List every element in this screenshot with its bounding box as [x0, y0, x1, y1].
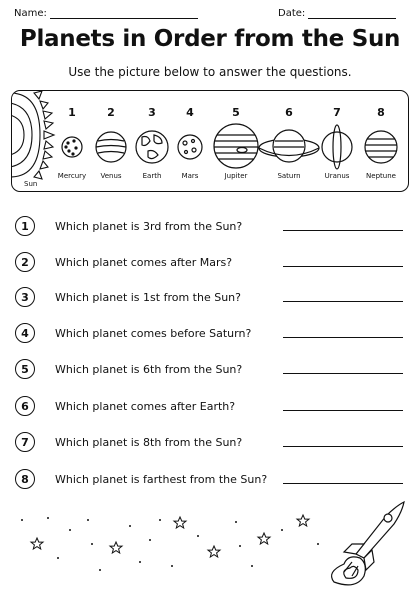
jupiter-icon [214, 124, 258, 168]
answer-line[interactable] [283, 446, 403, 447]
planet-number: 4 [186, 106, 194, 119]
star-icon [31, 538, 43, 549]
question-text: Which planet comes after Mars? [55, 255, 233, 269]
earth-icon [136, 131, 168, 163]
planet-name: Mercury [57, 172, 87, 180]
question-row [15, 430, 407, 454]
planet-number: 7 [333, 106, 341, 119]
planet-name: Neptune [366, 172, 396, 180]
planets-panel [11, 90, 409, 192]
page-title: Planets in Order from the Sun [19, 26, 401, 52]
date-label: Date: [278, 8, 306, 19]
name-line[interactable] [50, 8, 198, 19]
date-field[interactable] [278, 8, 396, 19]
question-number: 1 [15, 216, 35, 236]
question-row [15, 321, 407, 345]
question-text: Which planet is 3rd from the Sun? [55, 219, 243, 233]
mars-icon [178, 135, 202, 159]
star-icon [110, 542, 122, 553]
space-decoration [0, 496, 420, 594]
planet-name: Uranus [324, 172, 350, 180]
neptune-icon [365, 131, 397, 163]
question-row [15, 285, 407, 309]
planet-number: 6 [285, 106, 293, 119]
question-number: 6 [15, 396, 35, 416]
rocket-icon [332, 502, 404, 585]
answer-line[interactable] [283, 483, 403, 484]
question-number: 4 [15, 323, 35, 343]
saturn-icon [259, 130, 319, 162]
venus-icon [96, 132, 126, 162]
planet-name: Venus [100, 172, 122, 180]
planet-name: Jupiter [224, 172, 248, 180]
date-line[interactable] [308, 8, 396, 19]
question-number: 3 [15, 287, 35, 307]
star-icon [174, 517, 186, 528]
question-row [15, 357, 407, 381]
question-row [15, 250, 407, 274]
question-row [15, 394, 407, 418]
question-row [15, 214, 407, 238]
star-icon [258, 533, 270, 544]
question-text: Which planet is 6th from the Sun? [55, 362, 243, 376]
planet-number: 3 [148, 106, 156, 119]
answer-line[interactable] [283, 337, 403, 338]
planet-name: Earth [142, 172, 162, 180]
answer-line[interactable] [283, 266, 403, 267]
question-row [15, 467, 407, 491]
planet-number: 5 [232, 106, 240, 119]
question-text: Which planet is 1st from the Sun? [55, 290, 241, 304]
question-number: 8 [15, 469, 35, 489]
planet-name: Mars [181, 172, 199, 180]
planet-number: 2 [107, 106, 115, 119]
star-icon [297, 515, 309, 526]
page-subtitle: Use the picture below to answer the questions. [68, 65, 352, 79]
question-text: Which planet comes before Saturn? [55, 326, 252, 340]
question-number: 7 [15, 432, 35, 452]
name-label: Name: [14, 8, 47, 19]
question-number: 5 [15, 359, 35, 379]
name-field[interactable] [14, 8, 198, 19]
planet-number: 8 [377, 106, 385, 119]
question-text: Which planet is farthest from the Sun? [55, 472, 268, 486]
answer-line[interactable] [283, 410, 403, 411]
star-icon [208, 546, 220, 557]
answer-line[interactable] [283, 230, 403, 231]
answer-line[interactable] [283, 373, 403, 374]
question-number: 2 [15, 252, 35, 272]
sun-label: Sun [24, 180, 38, 188]
question-text: Which planet is 8th from the Sun? [55, 435, 243, 449]
planet-name: Saturn [277, 172, 301, 180]
uranus-icon [322, 125, 352, 169]
mercury-icon [62, 137, 82, 157]
answer-line[interactable] [283, 301, 403, 302]
question-text: Which planet comes after Earth? [55, 399, 236, 413]
planet-number: 1 [68, 106, 76, 119]
